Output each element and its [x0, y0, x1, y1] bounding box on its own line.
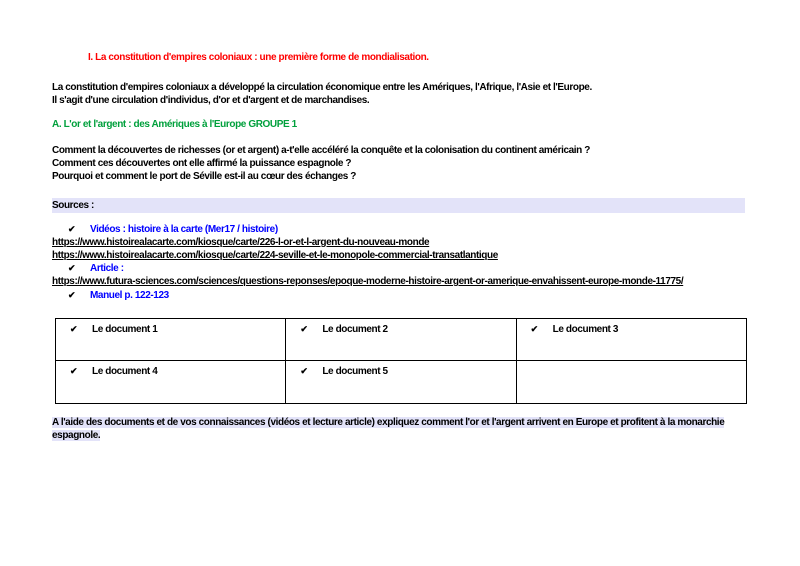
- question-3: Pourquoi et comment le port de Séville est-il au cœur des échanges ?: [52, 171, 356, 182]
- document-3-label: Le document 3: [552, 323, 619, 335]
- link-histoirealacarte-224[interactable]: https://www.histoirealacarte.com/kiosque/carte/224-seville-et-le-monopole-commercial-transatlantique: [52, 249, 498, 261]
- task-text: A l'aide des documents et de vos connaissances (vidéos et lecture article) expliquez comment l'or et l'argent arrivent en Europe et profitent à la monarchie espagnole.: [52, 416, 725, 442]
- document-1-label: Le document 1: [92, 323, 158, 335]
- documents-table: [55, 318, 747, 404]
- sources-label: Sources :: [52, 200, 94, 211]
- question-2: Comment ces découvertes ont elle affirmé la puissance espagnole ?: [52, 158, 352, 169]
- checkmark-icon: ✔: [300, 323, 308, 334]
- link-histoirealacarte-226[interactable]: https://www.histoirealacarte.com/kiosque/carte/226-l-or-et-l-argent-du-nouveau-monde: [52, 236, 430, 248]
- checkmark-icon: ✔: [300, 365, 308, 376]
- source-link-row: [52, 237, 747, 250]
- table-cell-document-3: [516, 318, 746, 360]
- intro-line-1: La constitution d'empires coloniaux a développé la circulation économique entre les Amériques, l'Afrique, l'Asie et l'Europe.: [52, 82, 592, 93]
- table-cell-document-5: [286, 360, 516, 403]
- document-2-label: Le document 2: [322, 323, 388, 335]
- table-cell-document-2: [286, 318, 516, 360]
- intro-line-2: Il s'agit d'une circulation d'individus, d'or et d'argent et de marchandises.: [52, 95, 370, 106]
- question-1: Comment la découvertes de richesses (or et argent) a-t'elle accéléré la conquête et la colonisation du continent américain ?: [52, 145, 590, 156]
- questions-paragraph: [52, 144, 747, 183]
- main-title: I. La constitution d'empires coloniaux : une première forme de mondialisation.: [88, 52, 429, 63]
- link-futura-sciences[interactable]: https://www.futura-sciences.com/sciences/questions-reponses/epoque-moderne-histoire-argent-or-amerique-envahissent-europe-monde-11775/: [52, 276, 684, 288]
- checkmark-icon: ✔: [68, 224, 76, 234]
- section-heading: A. L'or et l'argent : des Amériques à l'Europe GROUPE 1: [52, 119, 297, 130]
- checkmark-icon: ✔: [70, 365, 78, 376]
- source-link-row: [52, 276, 747, 289]
- checkmark-icon: ✔: [68, 263, 76, 274]
- sources-label-band: [52, 198, 745, 213]
- source-category-videos-label: Vidéos : histoire à la carte (Mer17 / histoire): [90, 224, 278, 235]
- checkmark-icon: ✔: [70, 323, 78, 334]
- source-category-manuel-label: Manuel p. 122-123: [90, 289, 169, 301]
- sources-list: [52, 223, 747, 303]
- task-paragraph: [52, 416, 745, 443]
- source-link-row: [52, 250, 747, 263]
- document-4-label: Le document 4: [92, 365, 158, 377]
- source-category-article-label: Article :: [90, 263, 124, 275]
- document-5-label: Le document 5: [322, 365, 388, 377]
- source-category-videos: [52, 223, 747, 237]
- checkmark-icon: ✔: [530, 323, 539, 334]
- table-cell-empty: [516, 360, 746, 403]
- table-row: [56, 318, 747, 360]
- checkmark-icon: ✔: [68, 289, 76, 300]
- intro-paragraph: [52, 81, 747, 107]
- table-cell-document-1: [56, 318, 286, 360]
- source-category-manuel: [52, 289, 747, 303]
- table-row: [56, 360, 747, 403]
- source-category-article: [52, 262, 747, 276]
- table-cell-document-4: [56, 360, 286, 403]
